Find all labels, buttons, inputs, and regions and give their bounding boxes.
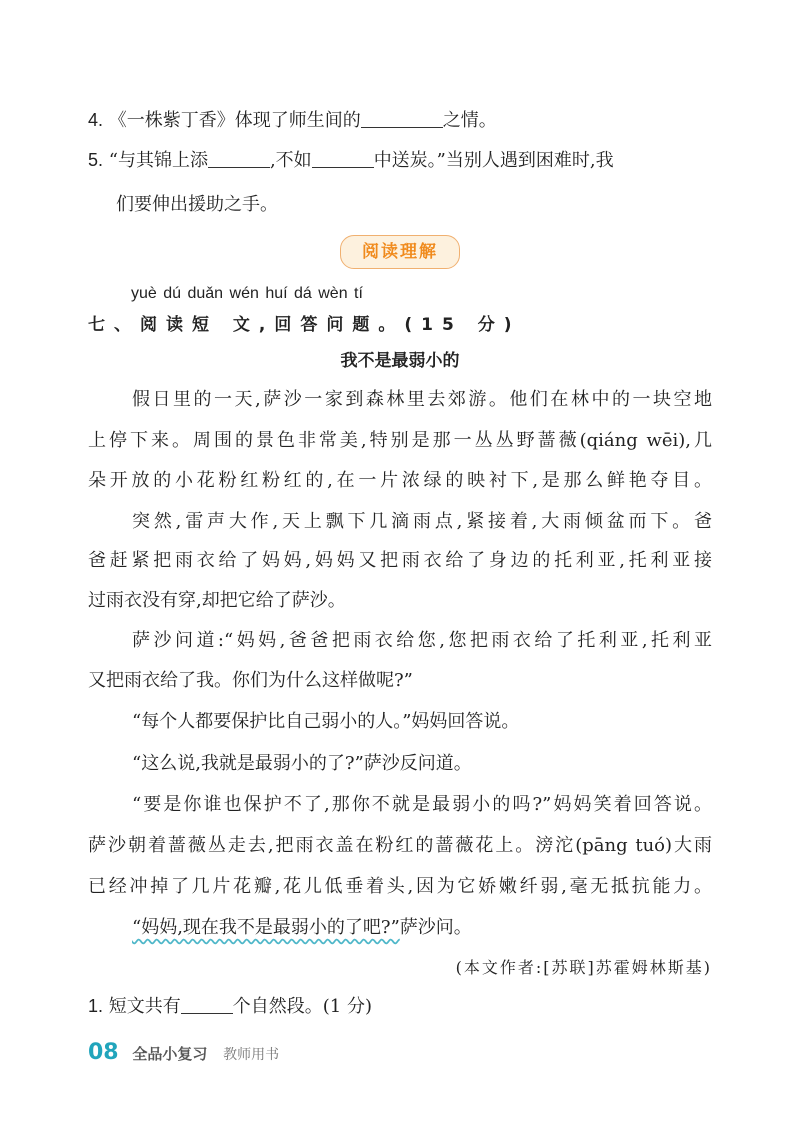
question-1 [88, 994, 712, 1019]
q4-number: 4. [88, 110, 104, 130]
story-line: 突然,雷声大作,天上飘下几滴雨点,紧接着,大雨倾盆而下。爸 [132, 511, 712, 532]
story-line: 过雨衣没有穿,却把它给了萨沙。 [88, 590, 346, 611]
section-heading: 七、阅读短 文,回答问题。(15 分) [88, 315, 521, 335]
story-line: 爸赶紧把雨衣给了妈妈,妈妈又把雨衣给了身边的托利亚,托利亚接 [88, 550, 712, 571]
page-number: 08 [88, 1040, 119, 1065]
q5-text-b: ,不如 [269, 150, 312, 171]
q1-text: 短文共有 [108, 996, 181, 1017]
q1-text-after: 个自然段。(1 分) [232, 996, 372, 1017]
q1-blank[interactable] [181, 995, 233, 1014]
story-last-tail: 萨沙问。 [399, 917, 472, 938]
q5-blank-2[interactable] [312, 149, 374, 168]
story-line: “每个人都要保护比自己弱小的人。”妈妈回答说。 [132, 711, 520, 732]
q5-text-c: 中送炭。”当别人遇到困难时,我 [373, 150, 614, 171]
footer-subtitle: 教师用书 [223, 1047, 280, 1063]
story-line: “要是你谁也保护不了,那你不就是最弱小的吗?”妈妈笑着回答说。 [132, 794, 712, 815]
q5-line-2: 们要伸出援助之手。 [116, 194, 278, 215]
story-line: 朵开放的小花粉红粉红的,在一片浓绿的映衬下,是那么鲜艳夺目。 [88, 470, 712, 491]
page-footer [88, 1040, 279, 1065]
question-4 [88, 108, 712, 133]
q4-blank[interactable] [361, 109, 443, 128]
q5-text-a: “与其锦上添 [108, 150, 208, 171]
story-line: 又把雨衣给了我。你们为什么这样做呢?” [88, 670, 413, 691]
story-line: 已经冲掉了几片花瓣,花儿低垂着头,因为它娇嫩纤弱,毫无抵抗能力。 [88, 876, 712, 897]
q5-blank-1[interactable] [208, 149, 270, 168]
q4-text-after: 之情。 [442, 110, 497, 131]
underlined-quote: “妈妈,现在我不是最弱小的了吧?” [132, 917, 400, 938]
story-line: 上停下来。周围的景色非常美,特别是那一丛丛野蔷薇(qiáng wēi),几 [88, 430, 712, 451]
author-credit: (本文作者:[苏联]苏霍姆林斯基) [455, 958, 712, 977]
heading-pinyin: yuè dú duǎn wén huí dá wèn tí [131, 285, 363, 302]
q1-number: 1. [88, 996, 104, 1016]
story-title: 我不是最弱小的 [340, 351, 460, 371]
story-line: “这么说,我就是最弱小的了?”萨沙反问道。 [132, 753, 472, 774]
story-line: 萨沙朝着蔷薇丛走去,把雨衣盖在粉红的蔷薇花上。滂沱(pāng tuó)大雨 [88, 835, 712, 856]
story-line: 萨沙问道:“妈妈,爸爸把雨衣给您,您把雨衣给了托利亚,托利亚 [132, 630, 712, 651]
q4-text: 《一株紫丁香》体现了师生间的 [108, 110, 361, 131]
footer-brand: 全品小复习 [132, 1045, 208, 1063]
story-last-line [132, 916, 712, 940]
section-badge: 阅读理解 [340, 235, 460, 269]
q5-number: 5. [88, 150, 104, 170]
question-5 [88, 148, 712, 173]
story-line: 假日里的一天,萨沙一家到森林里去郊游。他们在林中的一块空地 [132, 389, 712, 410]
